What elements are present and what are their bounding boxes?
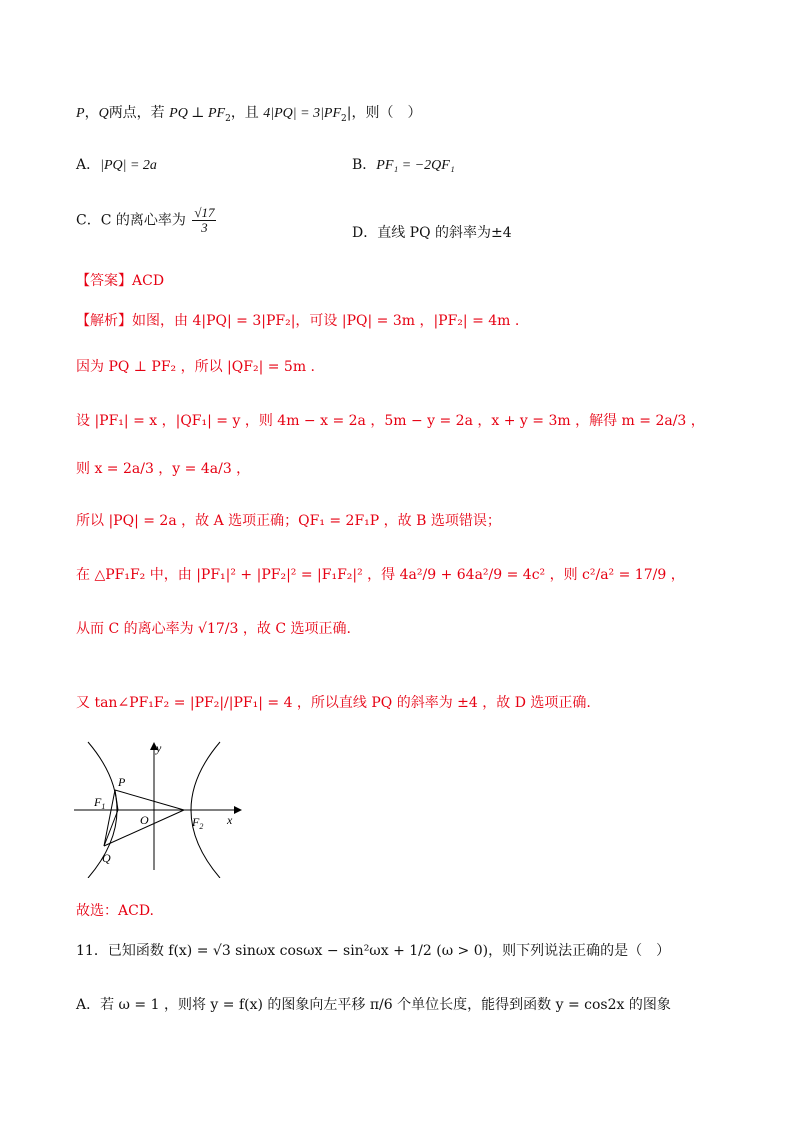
analysis-line-5: 所以 |PQ| = 2a ，故 A 选项正确；QF₁ = 2F₁P ，故 B 选项错误； <box>76 513 501 529</box>
analysis-line-1: 【解析】如图，由 4|PQ| = 3|PF₂|，可设 |PQ| = 3m ，|PF₂| = 4m . <box>76 313 520 329</box>
option-c-fraction: $\frac{√17}{3}$ <box>194 205 215 235</box>
analysis-line-8: 又 tan∠PF₁F₂ = |PF₂|/|PF₁| = 4 ，所以直线 PQ 的斜率为 ±4 ，故 D 选项正确. <box>76 695 591 711</box>
option-c: C．C 的离心率为 $\frac{√17}{3}$ <box>76 205 215 235</box>
option-d: D．直线 PQ 的斜率为±4 <box>352 225 512 241</box>
segment-PF2 <box>115 790 184 810</box>
question-10-stem: P，Q两点，若 PQ ⊥ $PF_2$，且 $4|PQ| = 3|PF_2|$，则（ ） <box>76 105 422 124</box>
focus-F2-label: $F_2$ <box>192 815 204 831</box>
analysis-line-2: 因为 PQ ⊥ PF₂ ，所以 |QF₂| = 5m . <box>76 359 316 375</box>
analysis-line-4: 则 x = 2a/3 ，y = 4a/3 ， <box>76 461 251 477</box>
conclusion-line: 故选：ACD. <box>76 903 154 919</box>
option-b: B．PF₁ = −2QF₁ <box>352 157 455 173</box>
analysis-line-3: 设 |PF₁| = x ，|QF₁| = y ，则 4m − x = 2a ，5m − y = 2a ，x + y = 3m ，解得 m = 2a/3 ， <box>76 413 705 429</box>
point-Q-label: Q <box>102 851 111 865</box>
option-a: A．|PQ| = 2a <box>76 157 157 173</box>
analysis-line-6: 在 △PF₁F₂ 中，由 |PF₁|² + |PF₂|² = |F₁F₂|² ，得 4a²/9 + 64a²/9 = 4c² ，则 c²/a² = 17/9 ， <box>76 567 685 583</box>
x-axis-label: x <box>227 813 233 827</box>
hyperbola-figure <box>74 738 250 878</box>
segment-PQ <box>104 790 115 846</box>
answer-line: 【答案】ACD <box>76 273 165 289</box>
question-11-option-a: A．若 ω = 1 ，则将 y = f(x) 的图象向左平移 π/6 个单位长度，能得到函数 y = cos2x 的图象 <box>76 997 671 1013</box>
point-P-label: P <box>118 775 126 789</box>
origin-label: O <box>140 813 149 827</box>
x-axis-arrow <box>234 806 242 814</box>
y-axis-label: y <box>156 741 162 755</box>
question-11-stem: 11．已知函数 f(x) = √3 sinωx cosωx − sin²ωx + 1/2 (ω > 0)，则下列说法正确的是（ ） <box>76 943 671 959</box>
focus-F1-label: $F_1$ <box>94 795 106 811</box>
analysis-line-7: 从而 C 的离心率为 √17/3 ，故 C 选项正确. <box>76 621 351 637</box>
